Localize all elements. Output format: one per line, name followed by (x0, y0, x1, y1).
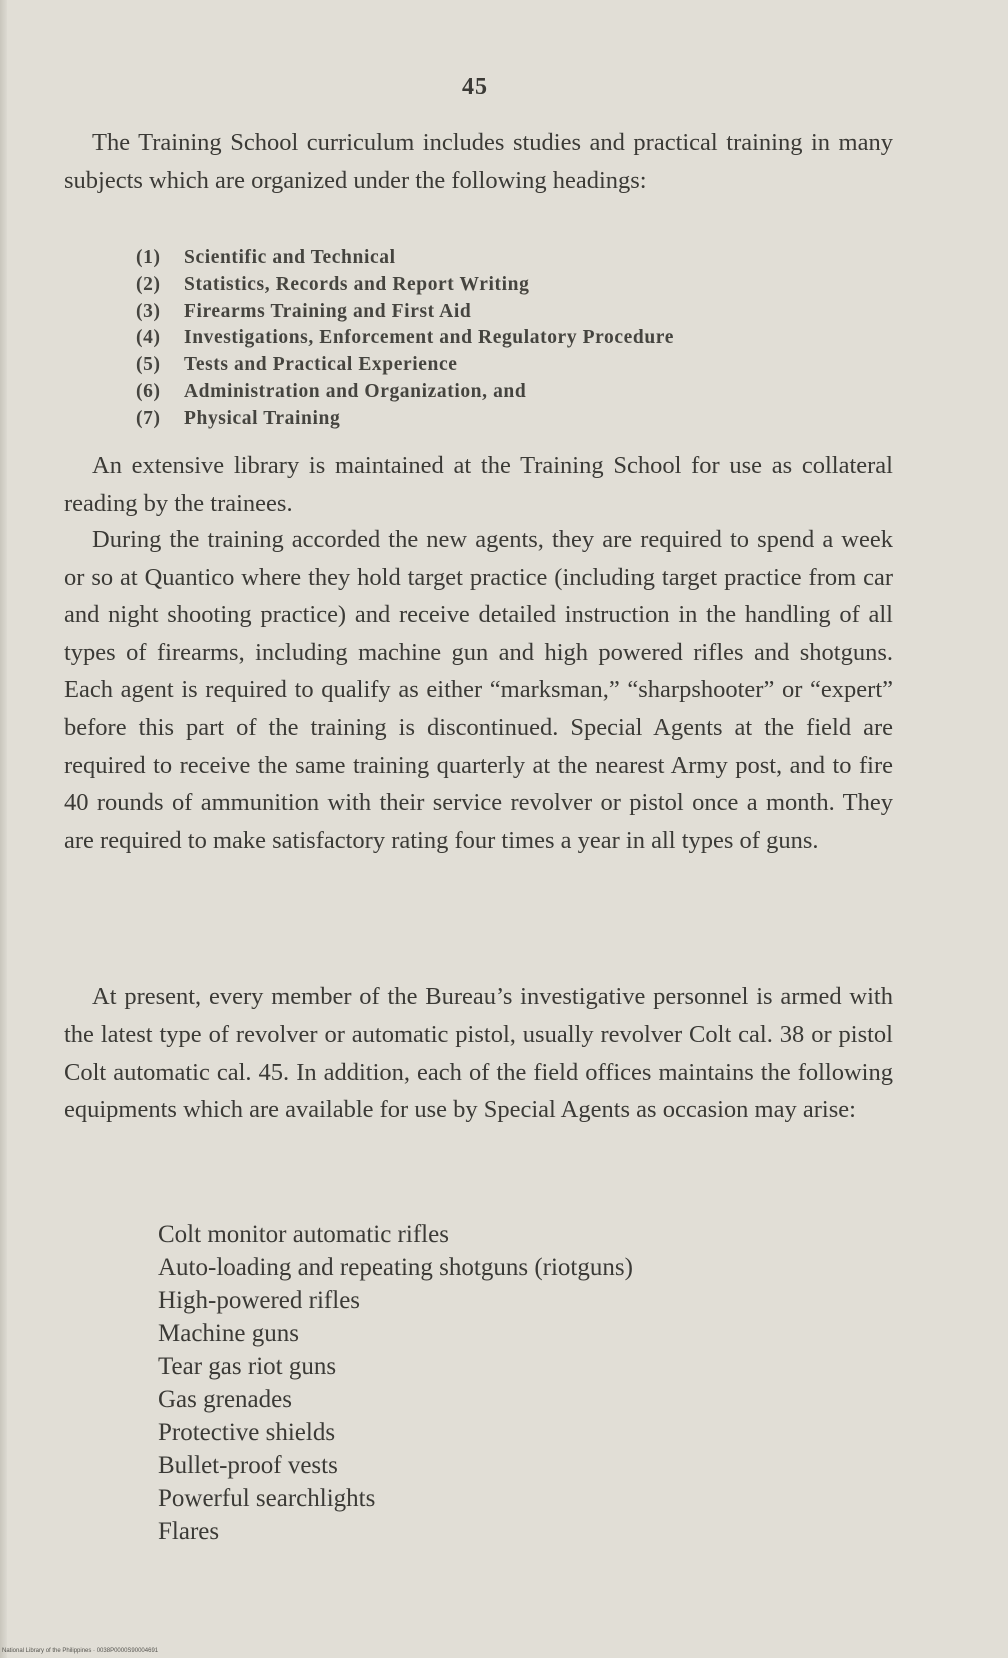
scan-footer-note: National Library of the Philippines · 0038P0000S90004691 (2, 1648, 159, 1654)
list-item (136, 379, 674, 406)
page-number: 45 (462, 74, 488, 100)
list-item-text: Tests and Practical Experience (184, 354, 458, 376)
curriculum-headings-list (136, 245, 674, 433)
list-item-text: Statistics, Records and Report Writing (184, 273, 530, 295)
list-item: Protective shields (158, 1419, 336, 1446)
list-item: Bullet-proof vests (158, 1452, 338, 1479)
list-item (136, 352, 674, 379)
firearms-training-paragraph: During the training accorded the new agents, they are required to spend a week or so at Quantico where they hold target practice (including target practice from car and night shooting practice) and receive detailed instruction in the handling of all types of firearms, including machine gun and high powered rifles and shotguns. Each agent is required to qualify as either “marksman,” “sharpshooter” or “expert” before this part of the training is discontinued. Special Agents at the field are required to receive the same training quarterly at the nearest Army post, and to fire 40 rounds of ammunition with their service revolver or pistol once a month. They are required to make satisfactory rating four times a year in all types of guns. (64, 526, 893, 854)
list-item-number: (3) (136, 300, 161, 322)
list-item: Tear gas riot guns (158, 1353, 337, 1380)
equipment-list (158, 1218, 633, 1548)
page-left-edge (0, 0, 7, 1658)
list-item-text: Administration and Organization, and (184, 380, 527, 402)
list-item-number: (6) (136, 380, 161, 402)
list-item (136, 406, 674, 433)
list-item: Powerful searchlights (158, 1485, 376, 1512)
list-item (136, 245, 674, 272)
list-item-text: Scientific and Technical (184, 247, 396, 268)
list-item: High-powered rifles (158, 1287, 361, 1314)
list-item: Gas grenades (158, 1386, 292, 1413)
list-item-number: (5) (136, 354, 161, 376)
list-item: Machine guns (158, 1320, 299, 1347)
list-item: Auto-loading and repeating shotguns (riotguns) (158, 1254, 633, 1281)
equipment-paragraph: At present, every member of the Bureau’s investigative personnel is armed with the latest type of revolver or automatic pistol, usually revolver Colt cal. 38 or pistol Colt automatic cal. 45. In addition, each of the field offices maintains the following equipments which are available for use by Special Agents as occasion may arise: (64, 983, 893, 1124)
list-item-text: Physical Training (184, 407, 341, 429)
list-item (136, 272, 674, 299)
intro-paragraph: The Training School curriculum includes studies and practical training in many subjects which are organized under the following headings: (64, 129, 893, 194)
list-item: Colt monitor automatic rifles (158, 1221, 449, 1248)
list-item (136, 299, 674, 326)
list-item-text: Investigations, Enforcement and Regulatory Procedure (184, 327, 674, 349)
list-item-number: (2) (136, 273, 161, 295)
library-paragraph: An extensive library is maintained at the Training School for use as collateral reading by the trainees. (64, 452, 893, 517)
list-item-text: Firearms Training and First Aid (184, 300, 472, 322)
list-item: Flares (158, 1518, 220, 1545)
list-item-number: (7) (136, 407, 161, 429)
list-item-number: (1) (136, 247, 161, 268)
list-item (136, 325, 674, 352)
list-item-number: (4) (136, 327, 161, 349)
